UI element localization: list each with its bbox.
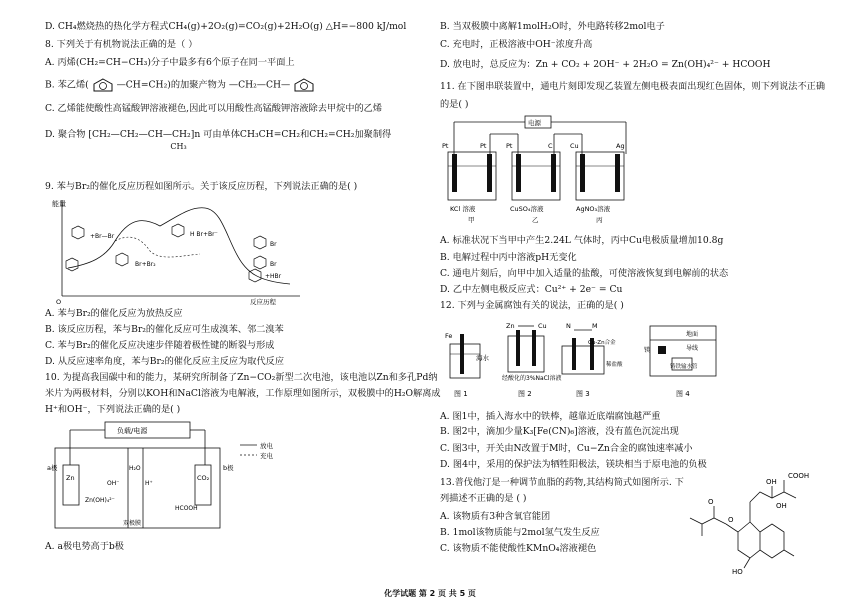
q8d-methyl: CH₃ (170, 142, 187, 151)
q12-cu-label: Cu (538, 322, 547, 330)
q13-stem-1: 13.普伐他汀是一种调节血脂的药物,其结构简式如图所示. 下 (440, 477, 684, 488)
q11-electrode-label: Pt (506, 142, 513, 150)
q10-battery-diagram (45, 420, 285, 532)
q10-option-b: B. 当双极膜中离解1molH₂O时，外电路转移2mol电子 (440, 21, 665, 32)
q10-stem-3: H⁺和OH⁻，下列说法正确的是( ) (45, 404, 181, 415)
q12-stem: 12. 下列与金属腐蚀有关的说法，正确的是( ) (440, 300, 624, 311)
q13-option-a: A. 该物质有3种含氧官能团 (440, 511, 551, 522)
q8b-middle: —CH=CH₂)的加聚产物为 (116, 79, 226, 91)
q9-label: +HBr (265, 273, 282, 280)
q11-stem-1: 11. 在下图串联装置中，通电片刻即发现乙装置左侧电极表面出现红色固体，则下列说法不正确 (440, 81, 826, 92)
q11-electrode-label: C (548, 142, 553, 150)
q11-electrode-label: Cu (570, 142, 579, 150)
q13-cooh-label: COOH (788, 472, 810, 480)
q10-membrane-label: 双极膜 (123, 520, 142, 527)
q8d-suffix: 可由单体CH₃CH=CH₂和CH₂=CH₂加聚制得 (203, 129, 392, 140)
q12-ground-label: 地面 (686, 331, 699, 338)
q10-zn-label: Zn (66, 474, 75, 482)
q13-oh-label: OH (776, 502, 787, 510)
q11-electrode-label: Pt (442, 142, 449, 150)
q10-co2-label: CO₂ (197, 474, 210, 482)
q10-stem-2: 米片为两极材料，分别以KOH和NaCl溶液为电解液，工作原理如图所示，双极膜中的H₂O解离成 (45, 388, 441, 399)
q13-option-c: C. 该物质不能使酸性KMnO₄溶液褪色 (440, 543, 597, 554)
q9-label: Br (270, 241, 277, 248)
q13-structure-diagram (680, 462, 820, 582)
q12-option-a: A. 图1中，插入海水中的铁棒，越靠近底端腐蚀越严重 (440, 411, 661, 422)
q8d-polymer: [CH₂—CH₂—CH—CH₂]n (88, 129, 201, 140)
q11-solution-2: CuSO₄溶液 (510, 205, 544, 213)
page-footer: 化学试题 第 2 页 共 5 页 (384, 589, 476, 598)
q8-option-b (45, 78, 315, 93)
q11-option-c: C. 通电片刻后，向甲中加入适量的盐酸，可使溶液恢复到电解前的状态 (440, 268, 729, 279)
q12-figure-3-caption: 图 3 (576, 390, 590, 398)
q8-option-a: A. 丙烯(CH₂=CH−CH₃)分子中最多有6个原子在同一平面上 (45, 57, 295, 68)
q10-znoh-label: Zn(OH)₄²⁻ (85, 497, 115, 504)
q11-electrolysis-diagram (440, 114, 640, 226)
q8b-prefix: B. 苯乙烯( (45, 79, 89, 91)
q9-option-d: D. 从反应速率角度，苯与Br₂的催化反应主反应为取代反应 (45, 356, 285, 367)
q9-label: +Br—Br (90, 233, 115, 240)
q13-oh-label: OH (766, 478, 777, 486)
q13-option-b: B. 1mol该物质能与2mol氢气发生反应 (440, 527, 600, 538)
q9-x-label: 反应历程 (250, 298, 276, 306)
q11-solution-3: AgNO₃溶液 (576, 205, 611, 213)
q10-h2o-label: H₂O (129, 465, 141, 472)
q9-option-c: C. 苯与Br₂的催化反应决速步伴随着极性键的断裂与形成 (45, 340, 275, 351)
q12-wire-label: 导线 (686, 345, 699, 352)
q12-zn-label: Zn (506, 322, 515, 330)
q12-mg-label: 镁 (644, 347, 651, 354)
q12-pipe-label: 铸铁输水管 (670, 364, 698, 370)
q12-figure-2-caption: 图 2 (518, 390, 532, 398)
q12-option-d: D. 图4中，采用的保护法为牺牲阳极法，镁块相当于原电池的负极 (440, 459, 707, 470)
q12-option-c: C. 图3中，开关由N改置于M时，Cu−Zn合金的腐蚀速率减小 (440, 443, 693, 454)
q10-b-label: b极 (223, 464, 234, 472)
q13-o-label: O (728, 516, 734, 524)
q8-option-c: C. 乙烯能使酸性高锰酸钾溶液褪色,因此可以用酸性高锰酸钾溶液除去甲烷中的乙烯 (45, 103, 383, 114)
q12-option-b: B. 图2中，滴加少量K₃[Fe(CN)₆]溶液，没有蓝色沉淀出现 (440, 426, 679, 437)
q10-load-label: 负载/电源 (117, 427, 148, 435)
q9-option-a: A. 苯与Br₂的催化反应为放热反应 (45, 308, 183, 319)
q10-charge-legend: 充电 (260, 452, 273, 460)
q11-power-label: 电源 (528, 119, 541, 127)
q11-option-a: A. 标准状况下当甲中产生2.24L 气体时，丙中Cu电极质量增加10.8g (440, 235, 724, 246)
q9-origin: O (56, 298, 62, 306)
q12-corrosion-figures (440, 316, 740, 406)
q7-option-d: D. CH₄燃烧热的热化学方程式CH₄(g)+2O₂(g)=CO₂(g)+2H₂O(g) △H=−800 kJ/mol (45, 21, 407, 32)
q8-stem: 8. 下列关于有机物说法正确的是（ ） (45, 39, 198, 50)
q10-ohminus-label: OH⁻ (107, 480, 120, 487)
q12-m-label: M (592, 322, 598, 330)
q13-o-label: O (708, 498, 714, 506)
q9-energy-diagram (50, 196, 310, 306)
q12-nacl-label: 经酸化的3%NaCl溶液 (502, 375, 562, 382)
q12-figure-1-caption: 图 1 (454, 390, 468, 398)
q11-electrode-label: Pt (480, 142, 487, 150)
q12-n-label: N (566, 322, 571, 330)
benzene-ring-icon (92, 78, 114, 92)
q9-label: Br (270, 261, 277, 268)
q12-acid-label: 稀盐酸 (606, 362, 623, 368)
q10-option-c: C. 充电时，正极溶液中OH⁻浓度升高 (440, 39, 593, 50)
q8b-product: —CH₂—CH— (228, 79, 291, 91)
q9-label: Br+Br₂ (135, 261, 156, 268)
q9-label: H Br+Br⁻ (190, 231, 218, 238)
q11-cell-2: 乙 (532, 216, 539, 224)
q11-option-d: D. 乙中左侧电极反应式：Cu²⁺ + 2e⁻ = Cu (440, 284, 623, 295)
q11-stem-2: 的是( ) (440, 99, 469, 110)
q8-option-d (45, 128, 392, 151)
q12-fe-label: Fe (445, 332, 453, 340)
q10-discharge-legend: 放电 (260, 442, 273, 450)
q9-y-label: 能量 (52, 200, 66, 208)
q8d-prefix: D. 聚合物 (45, 129, 86, 140)
q12-figure-4-caption: 图 4 (676, 390, 690, 398)
q13-stem-2: 列描述不正确的是 ( ) (440, 493, 527, 504)
q11-cell-1: 甲 (468, 216, 475, 224)
q12-seawater-label: 海水 (476, 354, 489, 362)
q9-stem: 9. 苯与Br₂的催化反应历程如图所示。关于该反应历程，下列说法正确的是( ) (45, 181, 358, 192)
q11-option-b: B. 电解过程中丙中溶液pH无变化 (440, 252, 577, 263)
q12-cuzn-label: Cu-Zn合金 (588, 340, 616, 346)
q11-electrode-label: Ag (616, 142, 625, 150)
q13-ho-label: HO (732, 568, 743, 576)
q10-stem-1: 10. 为提高我国碳中和的能力，某研究所制备了Zn−CO₂新型二次电池，该电池以Zn和多孔Pd纳 (45, 372, 438, 383)
q9-option-b: B. 该反应历程，苯与Br₂的催化反应可生成溴苯、邻二溴苯 (45, 324, 284, 335)
q10-hplus-label: H⁺ (145, 480, 153, 487)
q10-option-a: A. a极电势高于b极 (45, 541, 124, 552)
q11-cell-3: 丙 (596, 216, 603, 224)
benzene-ring-icon (293, 78, 315, 92)
q10-hcooh-label: HCOOH (175, 505, 198, 512)
q10-option-d: D. 放电时，总反应为：Zn + CO₂ + 2OH⁻ + 2H₂O = Zn(OH)₄²⁻ + HCOOH (440, 59, 771, 70)
q11-solution-1: KCl 溶液 (450, 205, 476, 213)
q10-a-label: a极 (47, 464, 58, 472)
